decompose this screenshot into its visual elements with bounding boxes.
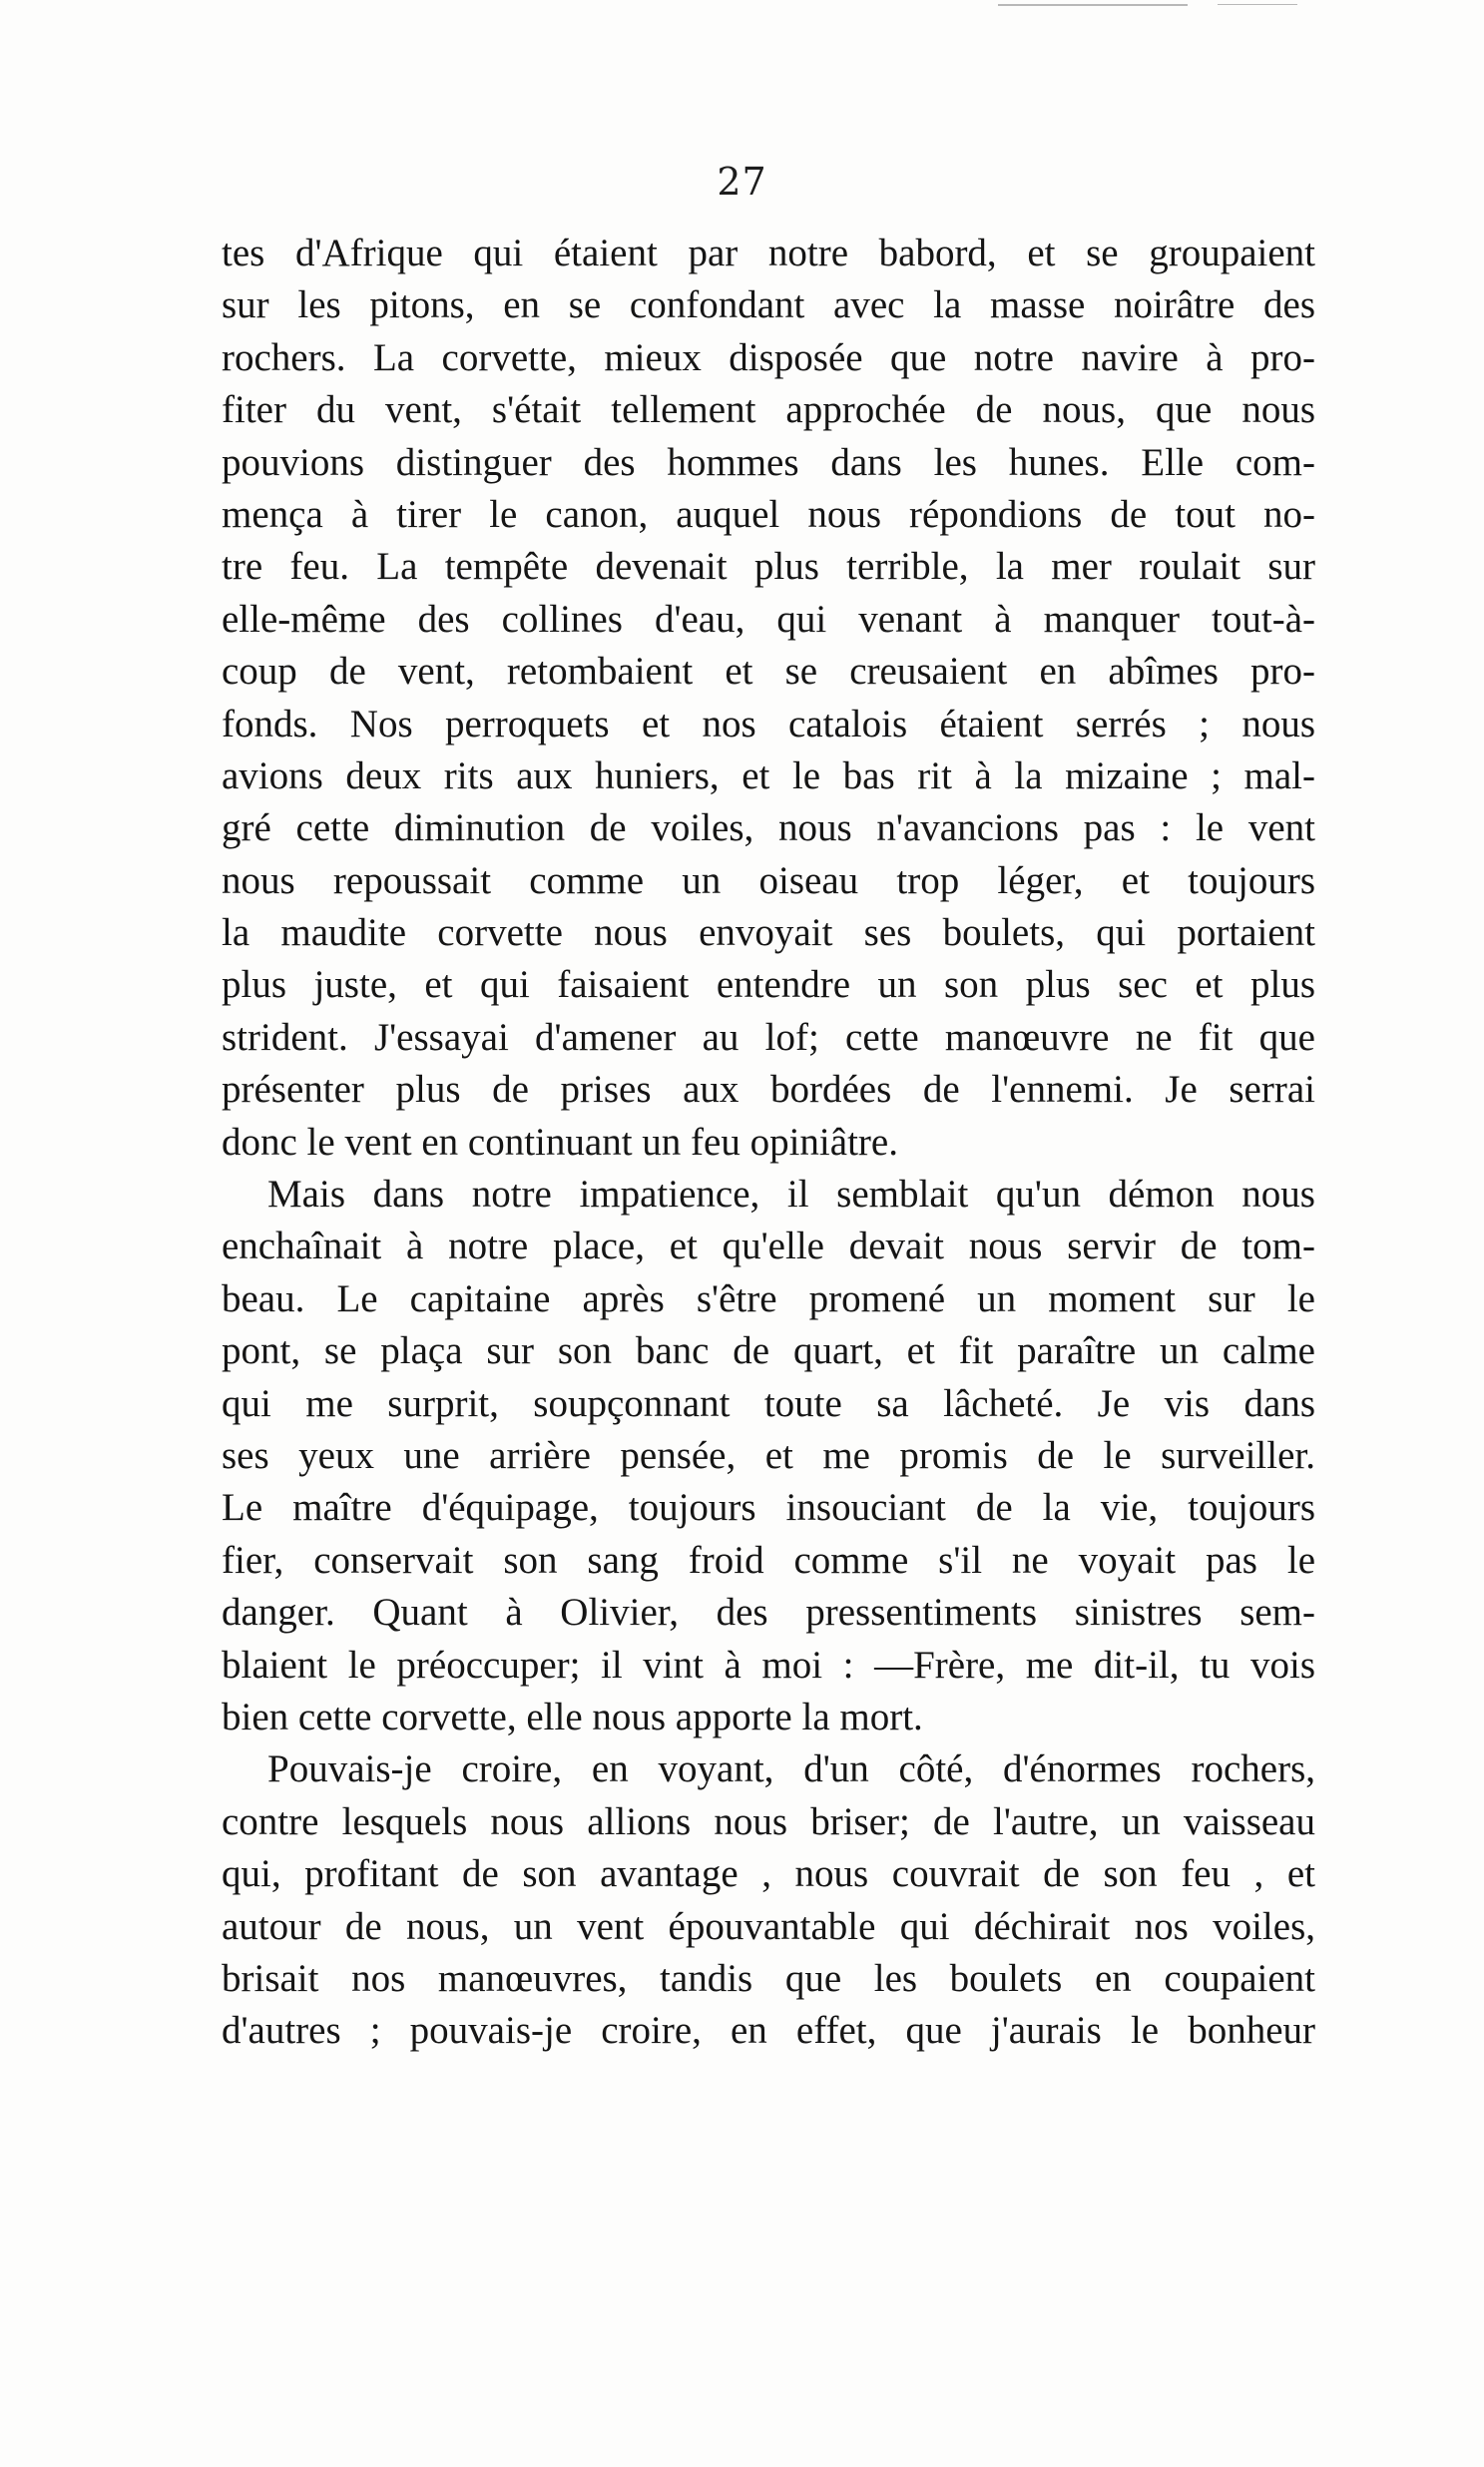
text-line: fiter du vent, s'était tellement approchée de nous, que nous: [222, 388, 1315, 432]
text-line: fonds. Nos perroquets et nos catalois étaient serrés ; nous: [222, 702, 1315, 745]
text-line: coup de vent, retombaient et se creusaient en abîmes pro-: [222, 650, 1315, 694]
text-line: pouvions distinguer des hommes dans les hunes. Elle com-: [222, 440, 1315, 484]
text-line: strident. J'essayai d'amener au lof; cette manœuvre ne fit que: [222, 1015, 1315, 1059]
text-line: la maudite corvette nous envoyait ses boulets, qui portaient: [222, 911, 1315, 955]
top-edge-mark: [998, 4, 1188, 6]
text-line: autour de nous, un vent épouvantable qui déchirait nos voiles,: [222, 1904, 1315, 1948]
text-line: brisait nos manœuvres, tandis que les boulets en coupaient: [222, 1956, 1315, 2000]
text-line: mença à tirer le canon, auquel nous répondions de tout no-: [222, 492, 1315, 536]
text-line: tre feu. La tempête devenait plus terrible, la mer roulait sur: [222, 545, 1315, 589]
page-number: 27: [717, 160, 767, 204]
text-line: blaient le préoccuper; il vint à moi : —Frère, me dit-il, tu vois: [222, 1643, 1315, 1687]
text-line: beau. Le capitaine après s'être promené un moment sur le: [222, 1276, 1315, 1320]
text-line: ses yeux une arrière pensée, et me promis de le surveiller.: [222, 1433, 1315, 1477]
text-line: pont, se plaça sur son banc de quart, et fit paraître un calme: [222, 1329, 1315, 1373]
text-line: tes d'Afrique qui étaient par notre babord, et se groupaient: [222, 232, 1315, 274]
text-line: danger. Quant à Olivier, des pressentiments sinistres sem-: [222, 1591, 1315, 1635]
text-line: elle-même des collines d'eau, qui venant à manquer tout-à-: [222, 597, 1315, 641]
text-line: d'autres ; pouvais-je croire, en effet, que j'aurais le bonheur: [222, 2009, 1315, 2053]
text-line: contre lesquels nous allions nous briser; de l'autre, un vaisseau: [222, 1799, 1315, 1843]
text-line: Pouvais-je croire, en voyant, d'un côté, d'énormes rochers,: [267, 1747, 1315, 1791]
text-line: Le maître d'équipage, toujours insouciant de la vie, toujours: [222, 1486, 1315, 1530]
text-line: enchaînait à notre place, et qu'elle devait nous servir de tom-: [222, 1225, 1315, 1268]
text-line: qui me surprit, soupçonnant toute sa lâcheté. Je vis dans: [222, 1381, 1315, 1425]
text-line: Mais dans notre impatience, il semblait qu'un démon nous: [267, 1173, 1315, 1217]
text-line: plus juste, et qui faisaient entendre un son plus sec et plus: [222, 963, 1315, 1007]
page-text: [222, 228, 1315, 2058]
text-line: nous repoussait comme un oiseau trop léger, et toujours: [222, 858, 1315, 902]
text-line: gré cette diminution de voiles, nous n'avancions pas : le vent: [222, 806, 1315, 850]
text-line: bien cette corvette, elle nous apporte la mort.: [222, 1695, 923, 1738]
text-line: qui, profitant de son avantage , nous couvrait de son feu , et: [222, 1852, 1315, 1896]
text-line: fier, conservait son sang froid comme s'il ne voyait pas le: [222, 1538, 1315, 1582]
text-line: donc le vent en continuant un feu opiniâtre.: [222, 1120, 898, 1164]
text-line: avions deux rits aux huniers, et le bas rit à la mizaine ; mal-: [222, 753, 1315, 797]
top-edge-mark: [1218, 4, 1297, 5]
text-line: sur les pitons, en se confondant avec la masse noirâtre des: [222, 283, 1315, 327]
text-line: présenter plus de prises aux bordées de l'ennemi. Je serrai: [222, 1068, 1315, 1112]
text-line: rochers. La corvette, mieux disposée que notre navire à pro-: [222, 335, 1315, 379]
